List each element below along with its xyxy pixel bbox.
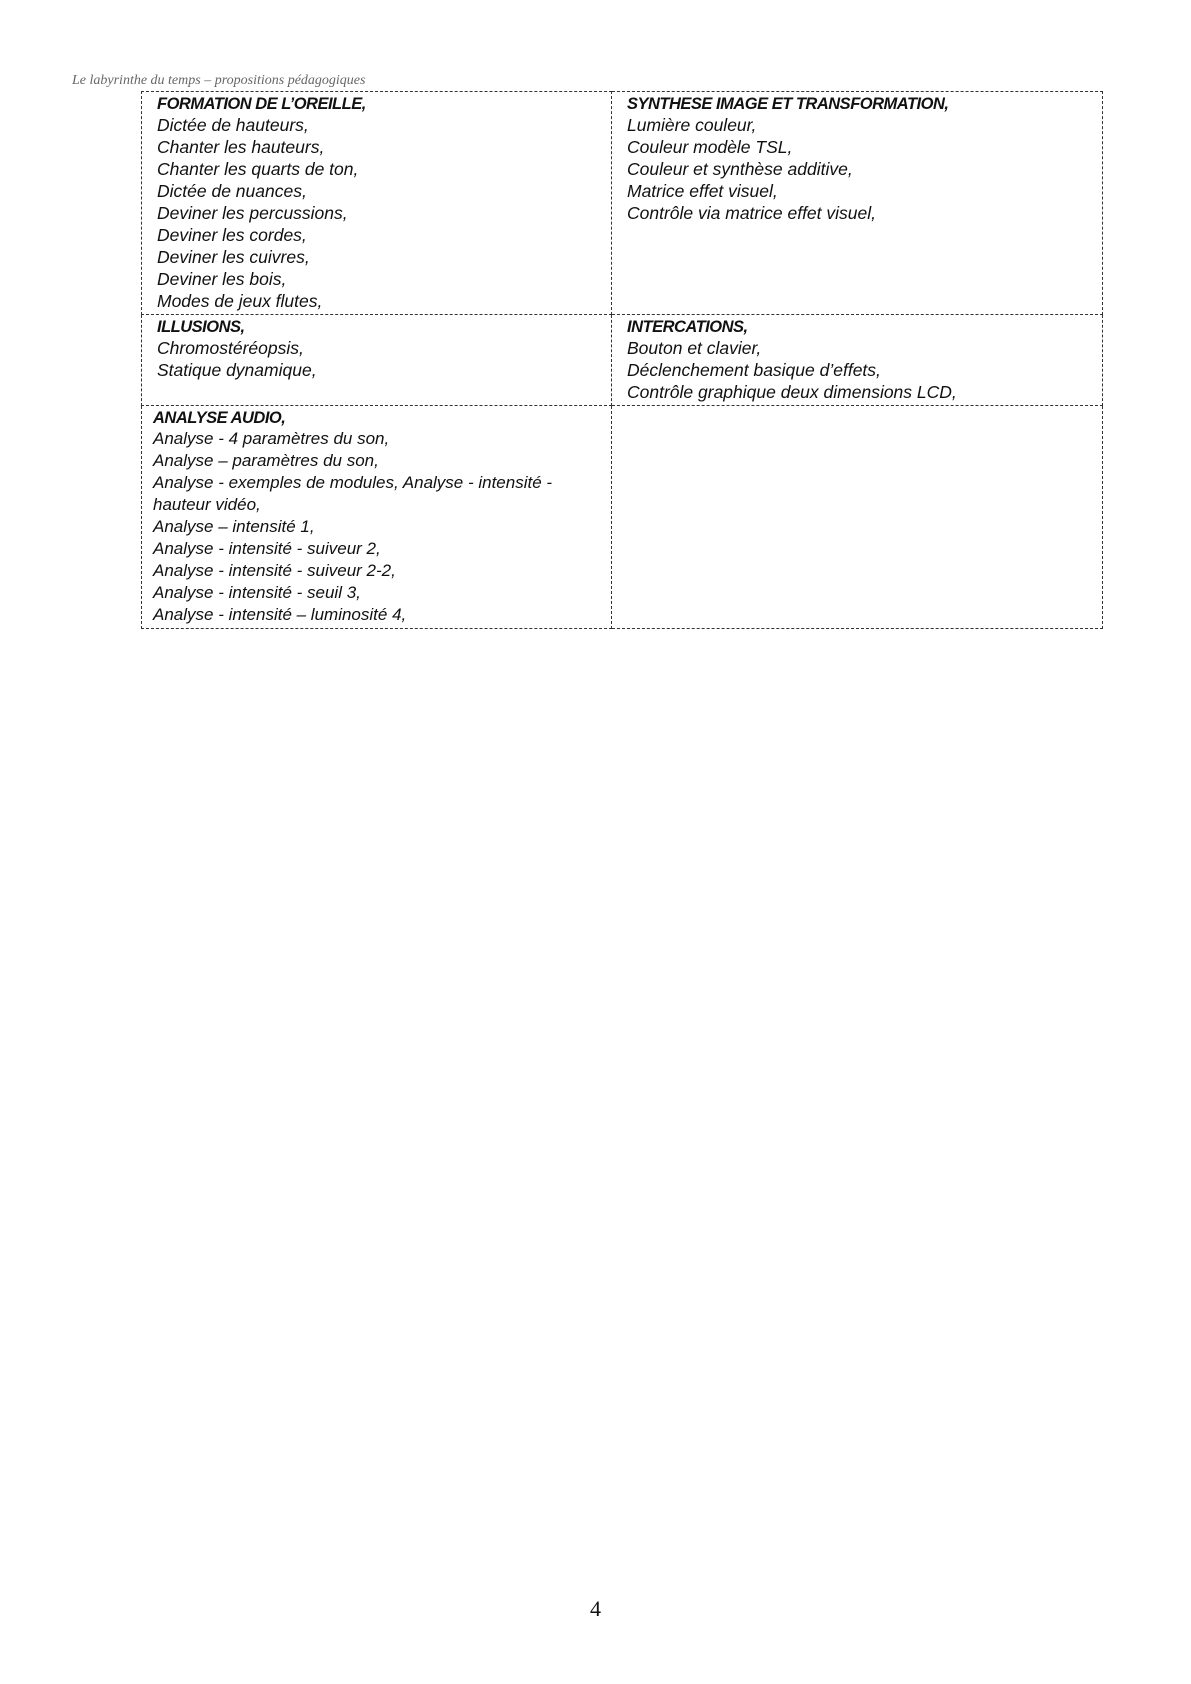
list-item: Matrice effet visuel, bbox=[627, 181, 778, 201]
list-item: Modes de jeux flutes, bbox=[157, 291, 323, 311]
page-number: 4 bbox=[590, 1596, 601, 1621]
table-row bbox=[142, 315, 1103, 406]
list-item: Déclenchement basique d’effets, bbox=[627, 360, 881, 380]
list-item: Lumière couleur, bbox=[627, 115, 757, 135]
cell-illusions bbox=[142, 315, 612, 406]
section-list bbox=[627, 337, 1094, 403]
list-item: Chanter les quarts de ton, bbox=[157, 159, 359, 179]
topics-table bbox=[141, 91, 1103, 629]
list-item: Chromostéréopsis, bbox=[157, 338, 304, 358]
list-item: Deviner les cuivres, bbox=[157, 247, 310, 267]
list-item: Analyse – intensité 1, bbox=[153, 517, 315, 536]
list-item: Contrôle via matrice effet visuel, bbox=[627, 203, 876, 223]
table-row bbox=[142, 406, 1103, 629]
list-item: Contrôle graphique deux dimensions LCD, bbox=[627, 382, 957, 402]
list-item: Analyse - exemples de modules, Analyse - intensité - hauteur vidéo, bbox=[153, 473, 553, 514]
list-item: Deviner les bois, bbox=[157, 269, 287, 289]
list-item: Chanter les hauteurs, bbox=[157, 137, 325, 157]
section-list bbox=[153, 428, 603, 626]
list-item: Analyse - 4 paramètres du son, bbox=[153, 429, 390, 448]
list-item: Dictée de hauteurs, bbox=[157, 115, 309, 135]
section-title: ANALYSE AUDIO, bbox=[153, 409, 286, 427]
list-item: Couleur modèle TSL, bbox=[627, 137, 793, 157]
list-item: Bouton et clavier, bbox=[627, 338, 762, 358]
section-list bbox=[627, 114, 1094, 224]
list-item: Couleur et synthèse additive, bbox=[627, 159, 853, 179]
running-header: Le labyrinthe du temps – propositions pédagogiques bbox=[72, 73, 366, 88]
list-item: Deviner les cordes, bbox=[157, 225, 307, 245]
list-item: Dictée de nuances, bbox=[157, 181, 307, 201]
section-title: INTERCATIONS, bbox=[627, 318, 748, 336]
list-item: Analyse - intensité – luminosité 4, bbox=[153, 605, 407, 624]
list-item: Deviner les percussions, bbox=[157, 203, 348, 223]
section-title: ILLUSIONS, bbox=[157, 318, 245, 336]
section-list bbox=[157, 114, 603, 312]
list-item: Analyse – paramètres du son, bbox=[153, 451, 379, 470]
list-item: Analyse - intensité - suiveur 2-2, bbox=[153, 561, 396, 580]
section-list bbox=[157, 337, 603, 381]
list-item: Statique dynamique, bbox=[157, 360, 317, 380]
empty-cell bbox=[612, 406, 1103, 629]
cell-formation-oreille bbox=[142, 92, 612, 315]
list-item: Analyse - intensité - seuil 3, bbox=[153, 583, 361, 602]
cell-analyse-audio bbox=[142, 406, 612, 629]
section-title: FORMATION DE L’OREILLE, bbox=[157, 95, 366, 113]
section-title: SYNTHESE IMAGE ET TRANSFORMATION, bbox=[627, 95, 949, 113]
list-item: Analyse - intensité - suiveur 2, bbox=[153, 539, 381, 558]
cell-synthese-image bbox=[612, 92, 1103, 315]
table-row bbox=[142, 92, 1103, 315]
cell-intercations bbox=[612, 315, 1103, 406]
